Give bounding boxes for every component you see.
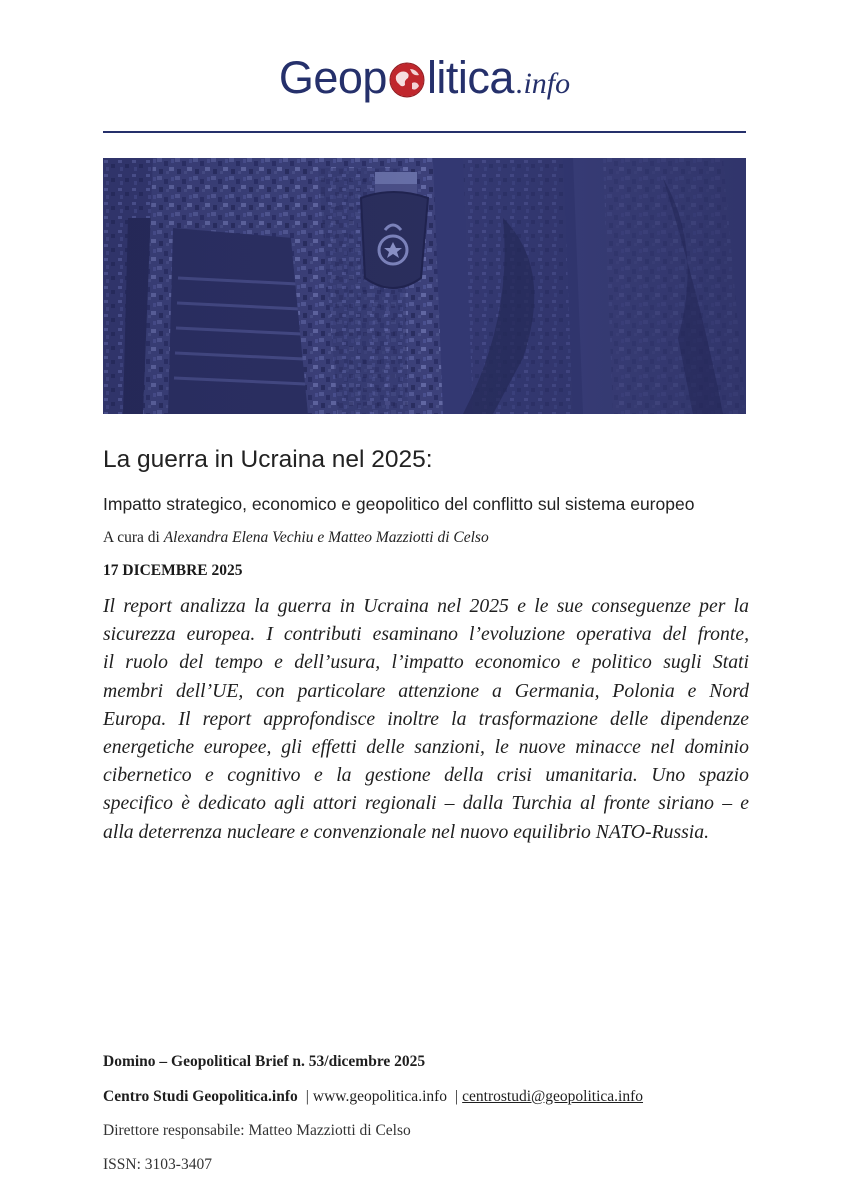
abstract-line: Il report analizza la guerra in Ucraina nel 2025 e le sue conseguenze per la (103, 595, 749, 617)
geopolitica-logo (0, 52, 849, 104)
report-subtitle: Impatto strategico, economico e geopolitico del conflitto sul sistema europeo (103, 494, 695, 514)
director-line: Direttore responsabile: Matteo Mazziotti di Celso (103, 1122, 411, 1139)
contact-line: Centro Studi Geopolitica.info | www.geopolitica.info | centrostudi@geopolitica.info (103, 1088, 644, 1105)
logo-text-part1: Geop (278, 52, 387, 103)
header-divider (103, 131, 746, 133)
hero-image-soldiers (103, 158, 746, 414)
authors-line (103, 529, 489, 547)
publication-date: 17 DICEMBRE 2025 (103, 562, 243, 579)
organization-name: Centro Studi Geopolitica.info (103, 1088, 298, 1105)
authors-prefix: A cura di (103, 529, 164, 546)
abstract-line: il ruolo del tempo e dell’usura, l’impatto economico e politico sugli Stati (103, 651, 749, 674)
website-link[interactable]: www.geopolitica.info (312, 1088, 448, 1105)
abstract-line: cibernetico e cognitivo e la gestione della crisi umanitaria. Uno spazio (103, 764, 749, 787)
brief-series-label: Domino – Geopolitical Brief n. 53/dicembre 2025 (103, 1053, 426, 1070)
email-link[interactable]: centrostudi@geopolitica.info (462, 1088, 644, 1105)
report-title: La guerra in Ucraina nel 2025: (103, 446, 433, 473)
issn-line: ISSN: 3103-3407 (103, 1156, 212, 1173)
logo-suffix: .info (515, 67, 571, 100)
abstract-line: specifico è dedicato agli attori regionali – dalla Turchia al fronte siriano – e (103, 792, 749, 815)
globe-icon (388, 61, 426, 99)
abstract-line: membri dell’UE, con particolare attenzione a Germania, Polonia e Nord (103, 679, 749, 702)
abstract-line: alla deterrenza nucleare e convenzionale nel nuovo equilibrio NATO-Russia. (103, 820, 710, 843)
logo-text-part2: litica (426, 52, 514, 103)
abstract-line: Europa. Il report approfondisce inoltre la trasformazione delle dipendenze (103, 707, 749, 730)
abstract-line: energetiche europee, gli effetti delle sanzioni, le nuove minacce nel dominio (103, 736, 749, 759)
authors-names: Alexandra Elena Vechiu e Matteo Mazziotti di Celso (163, 529, 489, 546)
abstract-line: sicurezza europea. I contributi esaminano l’evoluzione operativa del fronte, (103, 623, 749, 646)
report-abstract (103, 592, 749, 846)
